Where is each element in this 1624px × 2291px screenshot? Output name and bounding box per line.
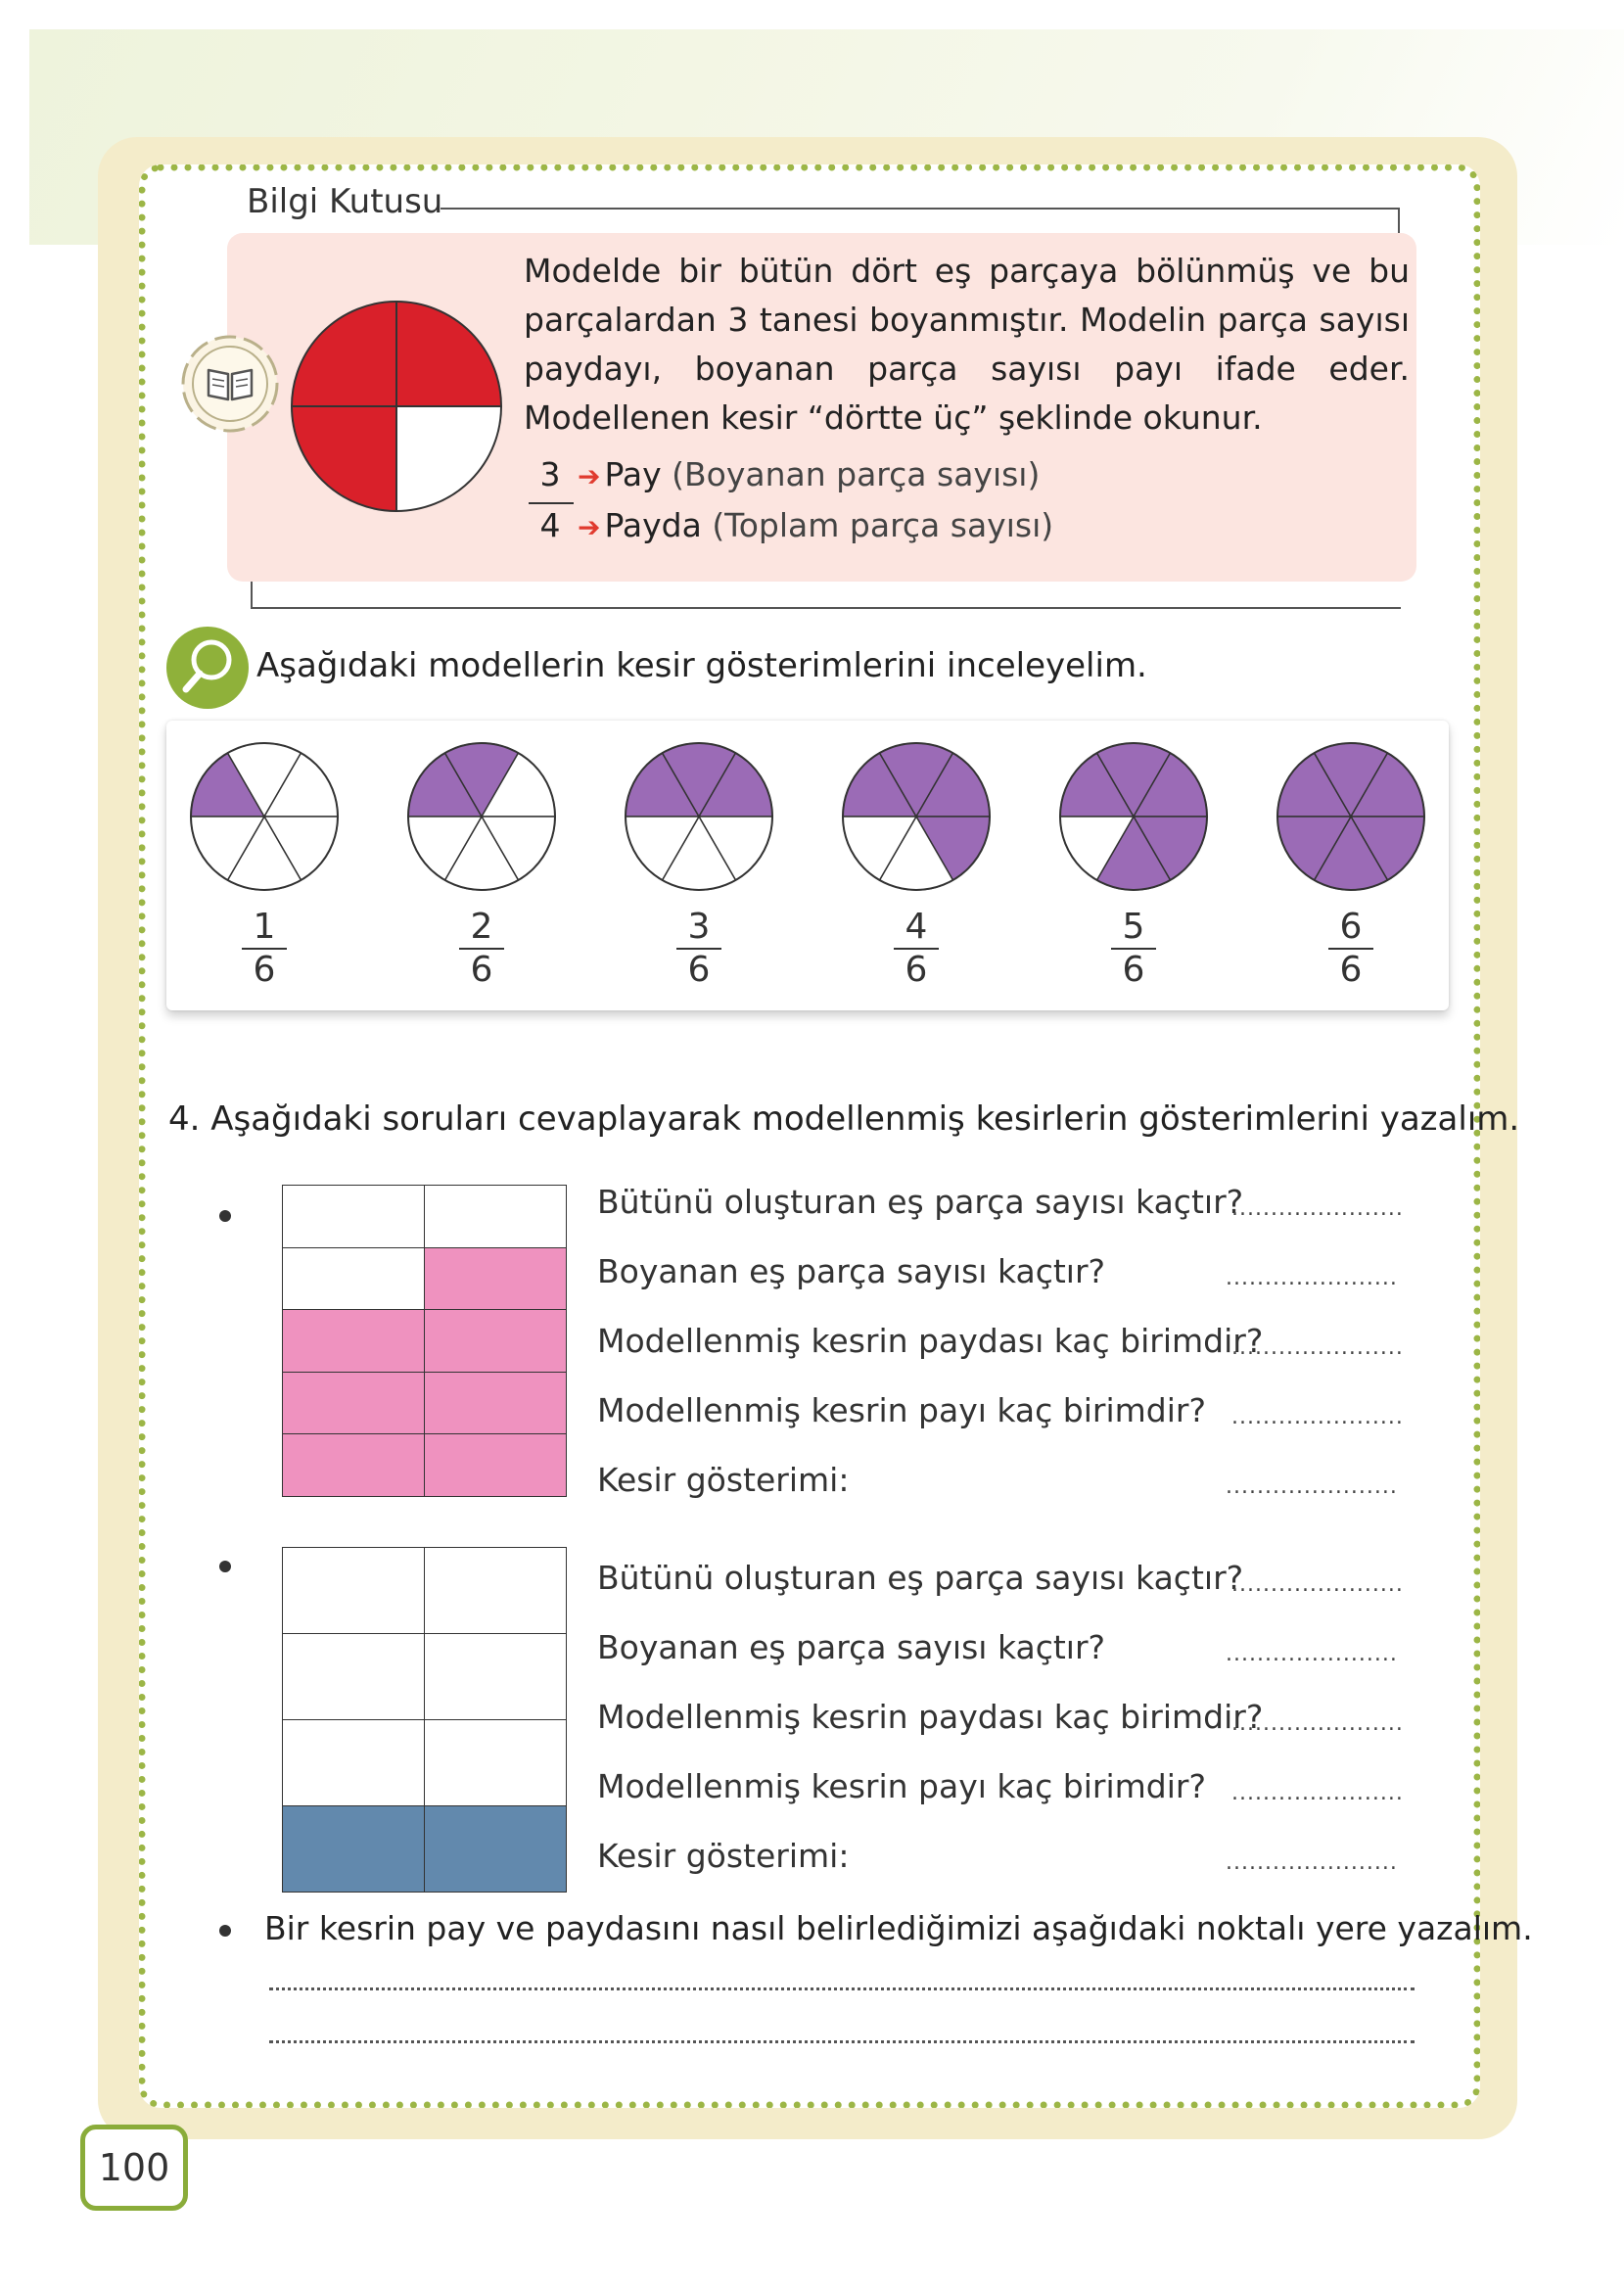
- book-icon: [179, 333, 281, 435]
- pie-fraction-numerator: 5: [1122, 907, 1145, 947]
- legend-denominator: 4: [539, 506, 561, 544]
- answer-blank[interactable]: ......................: [1226, 1266, 1398, 1290]
- question-text: Kesir gösterimi:: [597, 1461, 850, 1499]
- pie-chart-icon: [1275, 740, 1427, 893]
- bullet-last: [219, 1925, 231, 1937]
- bullet-model-1: [219, 1210, 231, 1222]
- pie-fraction-numerator: 2: [470, 907, 493, 947]
- grid-model-2: [282, 1547, 566, 1892]
- answer-blank[interactable]: ......................: [1231, 1711, 1404, 1736]
- grid-model-1: [282, 1185, 566, 1496]
- pie-fraction-numerator: 3: [687, 907, 711, 947]
- circle-quarter-top-right: [396, 302, 501, 406]
- pie-chart-icon: [188, 740, 341, 893]
- question-row: [597, 1628, 1398, 1673]
- pie-fraction-label: [403, 909, 560, 989]
- pie-fraction-denominator: 6: [1122, 950, 1145, 990]
- pie-fraction-denominator: 6: [1339, 950, 1363, 990]
- grid-cell-empty: [282, 1719, 425, 1806]
- pie-fraction-denominator: 6: [905, 950, 928, 990]
- answer-blank[interactable]: ......................: [1231, 1405, 1404, 1429]
- grid-cell-shaded: [424, 1805, 567, 1893]
- grid-cell-empty: [424, 1185, 567, 1248]
- question-row: [597, 1559, 1404, 1604]
- pie-fraction-denominator: 6: [687, 950, 711, 990]
- bullet-model-2: [219, 1561, 231, 1572]
- pie-fraction-label: [186, 909, 343, 989]
- pie-models-panel: [166, 721, 1449, 1010]
- legend-pay-label: Pay: [604, 455, 662, 493]
- info-box-text: Modelde bir bütün dört eş parçaya bölünmüş ve bu parçalardan 3 tanesi boyanmıştır. Modelin parça sayısı paydayı, boyanan parça sayısı payı ifade eder. Modellenen kesir “dörtte üç” şeklinde okunur.: [524, 252, 1410, 437]
- pie-model-4: [838, 740, 995, 995]
- pie-model-5: [1055, 740, 1212, 995]
- pie-fraction-label: [1273, 909, 1429, 989]
- answer-line-1[interactable]: [269, 1987, 1415, 1990]
- info-box-border-top: [441, 208, 1400, 210]
- answer-blank[interactable]: ......................: [1231, 1196, 1404, 1221]
- question-row: [597, 1322, 1404, 1367]
- pie-model-3: [621, 740, 777, 995]
- pie-chart-icon: [840, 740, 993, 893]
- pie-fraction-label: [838, 909, 995, 989]
- legend-payda-desc: (Toplam parça sayısı): [712, 506, 1054, 544]
- grid-cell-empty: [424, 1633, 567, 1720]
- magnifier-icon: [164, 625, 251, 711]
- pie-fraction-numerator: 1: [253, 907, 276, 947]
- pie-fraction-denominator: 6: [470, 950, 493, 990]
- answer-blank[interactable]: ......................: [1231, 1335, 1404, 1360]
- grid-cell-shaded: [282, 1309, 425, 1373]
- pie-model-1: [186, 740, 343, 995]
- arrow-icon: ➔: [578, 460, 601, 492]
- grid-cell-empty: [424, 1719, 567, 1806]
- pie-chart-icon: [405, 740, 558, 893]
- answer-blank[interactable]: ......................: [1226, 1474, 1398, 1499]
- answer-blank[interactable]: ......................: [1226, 1850, 1398, 1875]
- answer-line-2[interactable]: [269, 2040, 1415, 2043]
- pie-fraction-numerator: 6: [1339, 907, 1363, 947]
- circle-quarter-bottom-right: [396, 406, 501, 511]
- legend-denominator-row: [529, 506, 1053, 544]
- question-text: Modellenmiş kesrin payı kaç birimdir?: [597, 1391, 1206, 1429]
- grid-cell-shaded: [282, 1805, 425, 1893]
- question-text: Boyanan eş parça sayısı kaçtır?: [597, 1252, 1106, 1290]
- page-number: 100: [80, 2125, 188, 2211]
- grid-cell-empty: [282, 1185, 425, 1248]
- question-row: [597, 1767, 1404, 1812]
- legend-pay-desc: (Boyanan parça sayısı): [672, 455, 1041, 493]
- answer-blank[interactable]: ......................: [1231, 1781, 1404, 1805]
- grid-cell-empty: [282, 1633, 425, 1720]
- pie-chart-icon: [623, 740, 775, 893]
- grid-cell-shaded: [424, 1309, 567, 1373]
- question-row: [597, 1252, 1398, 1297]
- pie-fraction-label: [1055, 909, 1212, 989]
- legend-payda-label: Payda: [604, 506, 702, 544]
- info-box-title: Bilgi Kutusu: [247, 182, 443, 221]
- grid-cell-shaded: [424, 1247, 567, 1311]
- legend-numerator: 3: [539, 455, 561, 493]
- question-text: Bütünü oluşturan eş parça sayısı kaçtır?: [597, 1183, 1244, 1221]
- arrow-icon: ➔: [578, 511, 601, 543]
- pie-fraction-numerator: 4: [905, 907, 928, 947]
- legend-fraction-bar: [529, 502, 574, 504]
- grid-cell-shaded: [282, 1372, 425, 1435]
- pie-fraction-denominator: 6: [253, 950, 276, 990]
- examine-instruction: Aşağıdaki modellerin kesir gösterimlerini inceleyelim.: [256, 646, 1147, 685]
- circle-quarter-top-left: [292, 302, 396, 406]
- legend-numerator-row: [529, 455, 1040, 493]
- grid-cell-empty: [424, 1547, 567, 1634]
- question-row: [597, 1391, 1404, 1436]
- fraction-circle-model: [289, 299, 504, 514]
- question-text: Modellenmiş kesrin paydası kaç birimdir?: [597, 1322, 1264, 1360]
- question-text: Modellenmiş kesrin payı kaç birimdir?: [597, 1767, 1206, 1805]
- question-row: [597, 1837, 1398, 1882]
- pie-model-6: [1273, 740, 1429, 995]
- question-row: [597, 1183, 1404, 1228]
- question-text: Modellenmiş kesrin paydası kaç birimdir?: [597, 1698, 1264, 1736]
- question-text: Boyanan eş parça sayısı kaçtır?: [597, 1628, 1106, 1666]
- last-bullet-instruction: Bir kesrin pay ve paydasını nasıl belirlediğimizi aşağıdaki noktalı yere yazalım.: [264, 1909, 1533, 1947]
- pie-model-2: [403, 740, 560, 995]
- info-box-border-bottom: [251, 607, 1401, 609]
- pie-fraction-label: [621, 909, 777, 989]
- answer-blank[interactable]: ......................: [1231, 1572, 1404, 1597]
- question-text: Kesir gösterimi:: [597, 1837, 850, 1875]
- pie-chart-icon: [1057, 740, 1210, 893]
- grid-cell-shaded: [424, 1433, 567, 1497]
- grid-cell-empty: [282, 1547, 425, 1634]
- grid-cell-shaded: [282, 1433, 425, 1497]
- question-4-title: 4. Aşağıdaki soruları cevaplayarak modellenmiş kesirlerin gösterimlerini yazalım.: [168, 1099, 1520, 1139]
- question-row: [597, 1698, 1404, 1743]
- circle-quarter-bottom-left: [292, 406, 396, 511]
- answer-blank[interactable]: ......................: [1226, 1642, 1398, 1666]
- question-row: [597, 1461, 1398, 1506]
- question-text: Bütünü oluşturan eş parça sayısı kaçtır?: [597, 1559, 1244, 1597]
- grid-cell-shaded: [424, 1372, 567, 1435]
- grid-cell-empty: [282, 1247, 425, 1311]
